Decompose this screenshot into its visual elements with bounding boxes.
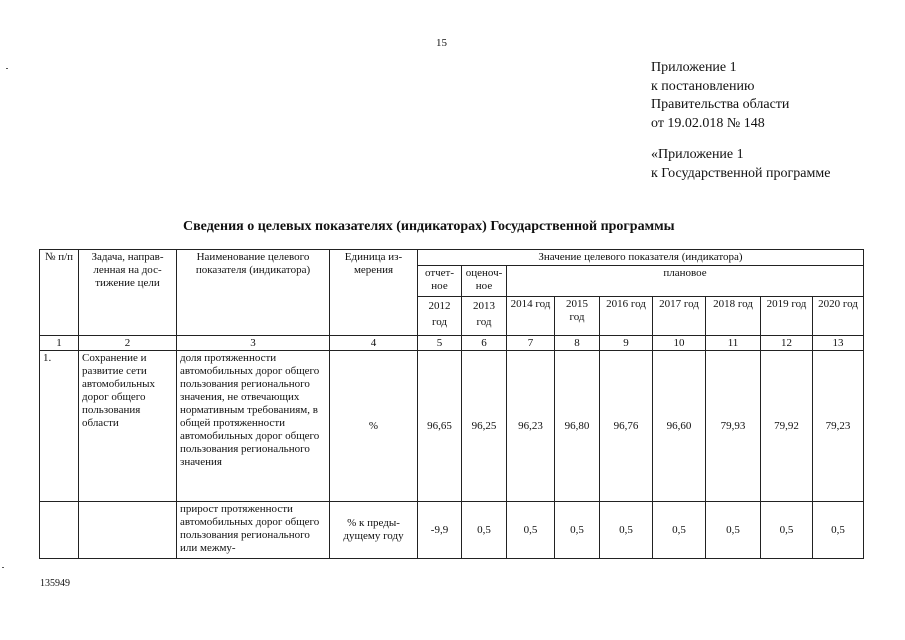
header-num: № п/п (40, 250, 79, 336)
column-number: 1 (40, 336, 79, 351)
row-unit: % (330, 351, 418, 502)
header-estimate: оценоч-ное (462, 266, 507, 297)
row-value: 96,76 (600, 351, 653, 502)
row-value: 96,60 (653, 351, 706, 502)
column-number: 3 (177, 336, 330, 351)
header-row-1 (40, 250, 864, 266)
row-value: 96,65 (418, 351, 462, 502)
document-code: 135949 (40, 578, 70, 589)
column-number: 2 (79, 336, 177, 351)
row-indicator: доля протяженности автомобильных дорог общего пользования регионального значения, не отвечающих нормативным требованиям, в общей протяженности автомобильных дорог общего пользования регионального значения (177, 351, 330, 502)
row-unit: % к преды-дущему году (330, 502, 418, 559)
column-number: 4 (330, 336, 418, 351)
appendix-line-4: от 19.02.018 № 148 (651, 115, 765, 131)
column-number: 11 (706, 336, 761, 351)
appendix-header-program (651, 146, 830, 183)
column-number: 6 (462, 336, 507, 351)
header-planned: плановое (507, 266, 864, 297)
row-value: 79,92 (761, 351, 813, 502)
row-value: 96,25 (462, 351, 507, 502)
row-value: 0,5 (706, 502, 761, 559)
document-title: Сведения о целевых показателях (индикаторах) Государственной программы (183, 219, 675, 234)
header-year: 2014 год (507, 297, 555, 336)
header-year: 2019 год (761, 297, 813, 336)
header-year: 2013 год (462, 297, 507, 336)
row-value: 0,5 (813, 502, 864, 559)
table-row (40, 502, 864, 559)
header-value-group: Значение целевого показателя (индикатора) (418, 250, 864, 266)
scan-speck (2, 567, 4, 568)
header-year: 2012 год (418, 297, 462, 336)
row-value: 0,5 (761, 502, 813, 559)
appendix-line-1: Приложение 1 (651, 60, 737, 75)
appendix-header (651, 59, 789, 133)
row-value: 0,5 (462, 502, 507, 559)
table-row (40, 351, 864, 502)
row-num (40, 502, 79, 559)
column-number-row (40, 336, 864, 351)
row-value: 79,93 (706, 351, 761, 502)
scan-speck (6, 68, 8, 69)
appendix2-line-2: к Государственной программе (651, 165, 831, 181)
header-year: 2018 год (706, 297, 761, 336)
header-unit: Единица из-мерения (330, 250, 418, 336)
row-value: 0,5 (653, 502, 706, 559)
row-task: Сохранение и развитие сети автомобильных дорог общего пользования области (79, 351, 177, 502)
indicators-table (39, 249, 864, 559)
column-number: 13 (813, 336, 864, 351)
column-number: 8 (555, 336, 600, 351)
header-year: 2016 год (600, 297, 653, 336)
appendix2-line-1: «Приложение 1 (651, 147, 744, 162)
row-value: 0,5 (555, 502, 600, 559)
column-number: 9 (600, 336, 653, 351)
column-number: 12 (761, 336, 813, 351)
appendix-line-3: Правительства области (651, 97, 790, 112)
appendix-line-2: к постановлению (651, 78, 755, 94)
header-year: 2015 год (555, 297, 600, 336)
header-year: 2017 год (653, 297, 706, 336)
header-report: отчет-ное (418, 266, 462, 297)
header-indicator: Наименование целевого показателя (индикатора) (177, 250, 330, 336)
row-value: 0,5 (507, 502, 555, 559)
row-value: 96,23 (507, 351, 555, 502)
row-value: 96,80 (555, 351, 600, 502)
row-num: 1. (40, 351, 79, 502)
row-value: -9,9 (418, 502, 462, 559)
row-value: 79,23 (813, 351, 864, 502)
row-value: 0,5 (600, 502, 653, 559)
row-task (79, 502, 177, 559)
header-year: 2020 год (813, 297, 864, 336)
header-task: Задача, направ-ленная на дос-тижение цели (79, 250, 177, 336)
column-number: 5 (418, 336, 462, 351)
column-number: 7 (507, 336, 555, 351)
row-indicator: прирост протяженности автомобильных дорог общего пользования регионального или межму- (177, 502, 330, 559)
column-number: 10 (653, 336, 706, 351)
page-number: 15 (436, 37, 447, 49)
